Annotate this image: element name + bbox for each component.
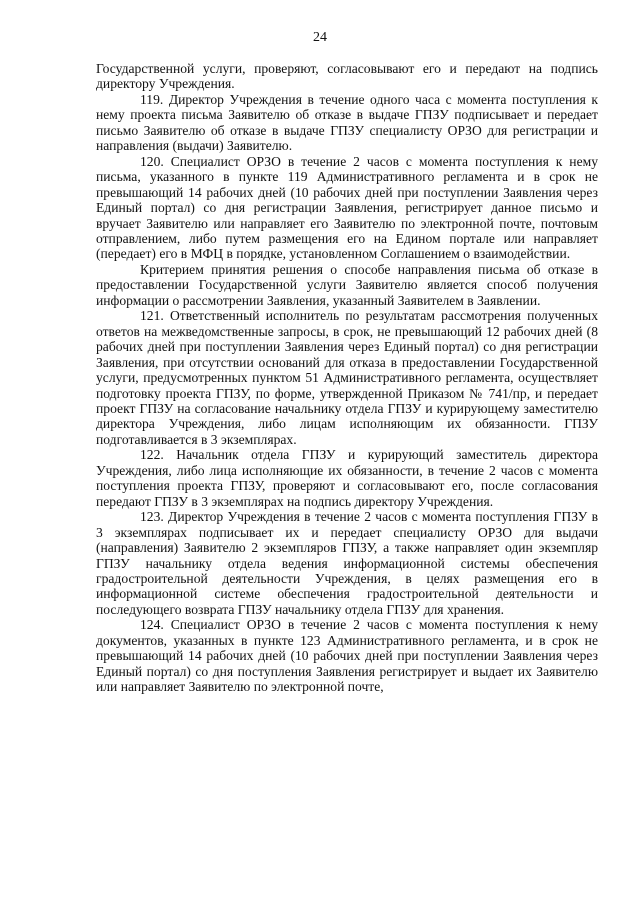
paragraph-continuation: Государственной услуги, проверяют, согласовывают его и передают на подпись директору Учреждения. [96, 61, 598, 92]
paragraph-124: 124. Специалист ОРЗО в течение 2 часов с момента поступления к нему документов, указанных в пункте 123 Административного регламента, и в срок не превышающий 14 рабочих дней (10 рабочих дней при поступлении Заявления через Единый портал) со дня поступления Заявления регистрирует и выдает их Заявителю или направляет Заявителю по электронной почте, [96, 617, 598, 695]
paragraph-123: 123. Директор Учреждения в течение 2 часов с момента поступления ГПЗУ в 3 экземплярах подписывает их и передает специалисту ОРЗО для выдачи (направления) Заявителю 2 экземпляров ГПЗУ, а также направляет один экземпляр ГПЗУ начальнику отдела ведения информационной системы обеспечения градостроительной деятельности Учреждения, в целях размещения его в информационной системе обеспечения градостроительной деятельности и последующего возврата ГПЗУ начальнику отдела ГПЗУ для хранения. [96, 509, 598, 617]
paragraph-120: 120. Специалист ОРЗО в течение 2 часов с момента поступления к нему письма, указанного в пункте 119 Административного регламента и в срок не превышающий 14 рабочих дней (10 рабочих дней при поступлении Заявления через Единый портал) со дня регистрации Заявления, регистрирует данное письмо и вручает Заявителю или направляет его Заявителю по электронной почте, почтовым отправлением, либо путем размещения его на Едином портале или направляет (передает) его в МФЦ в порядке, установленном Соглашением о взаимодействии. [96, 153, 598, 262]
paragraph-criterion: Критерием принятия решения о способе направления письма об отказе в предоставлении Государственной услуги Заявителю является способ получения информации о рассмотрении Заявления, указанный Заявителем в Заявлении. [96, 261, 598, 308]
paragraph-119: 119. Директор Учреждения в течение одного часа с момента поступления к нему проекта письма Заявителю об отказе в выдаче ГПЗУ подписывает и передает письмо Заявителю об отказе в выдаче ГПЗУ специалисту ОРЗО для регистрации и направления (выдачи) Заявителю. [96, 91, 598, 154]
page-number: 24 [313, 30, 327, 45]
body-text [96, 61, 598, 695]
paragraph-121: 121. Ответственный исполнитель по результатам рассмотрения полученных ответов на межведомственные запросы, в срок, не превышающий 12 рабочих дней (8 рабочих дней при поступлении Заявления через Единый портал) со дня регистрации Заявления, при отсутствии оснований для отказа в предоставлении Государственной услуги, предусмотренных пунктом 51 Административного регламента, осуществляет подготовку проекта ГПЗУ, по форме, утвержденной Приказом № 741/пр, и передает проект ГПЗУ на согласование начальнику отдела ГПЗУ и курирующему заместителю директора Учреждения, либо лицам исполняющим их обязанности. ГПЗУ подготавливается в 3 экземплярах. [96, 308, 598, 447]
paragraph-122: 122. Начальник отдела ГПЗУ и курирующий заместитель директора Учреждения, либо лица исполняющие их обязанности, в течение 2 часов с момента поступления проекта ГПЗУ, проверяют и согласовывают его, после согласования передают ГПЗУ в 3 экземплярах на подпись директору Учреждения. [96, 447, 598, 509]
